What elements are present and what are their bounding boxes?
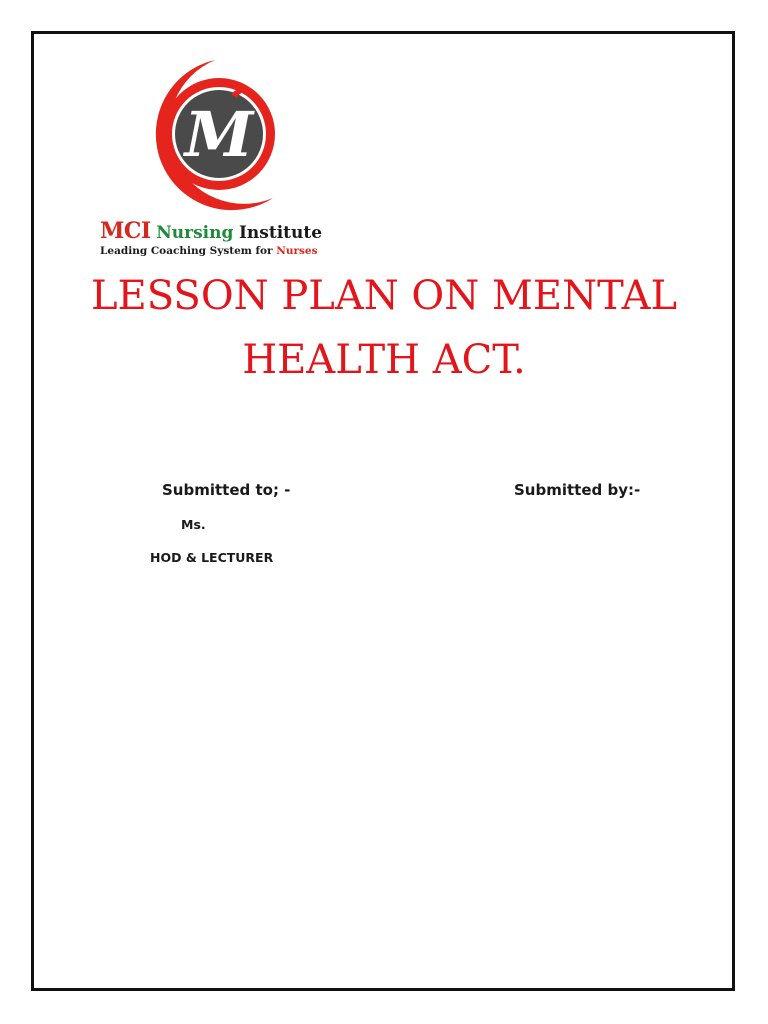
document-title-line2: HEALTH ACT.	[242, 337, 526, 383]
submitted-by-label: Submitted by:-	[514, 481, 641, 499]
submitted-to-label: Submitted to; -	[162, 481, 291, 499]
logo-tagline	[100, 245, 330, 257]
brand-institute: Institute	[238, 223, 323, 243]
document-title-line1: LESSON PLAN ON MENTAL	[90, 273, 678, 319]
tagline-nurses: Nurses	[276, 245, 318, 257]
recipient-role: HOD & LECTURER	[150, 550, 274, 565]
brand-mci: MCI	[100, 218, 151, 244]
logo-brand-name	[100, 218, 330, 244]
recipient-name: Ms.	[181, 517, 206, 532]
logo-monogram: M	[184, 98, 254, 171]
tagline-main: Leading Coaching System for	[100, 245, 273, 257]
brand-nursing: Nursing	[156, 223, 234, 243]
